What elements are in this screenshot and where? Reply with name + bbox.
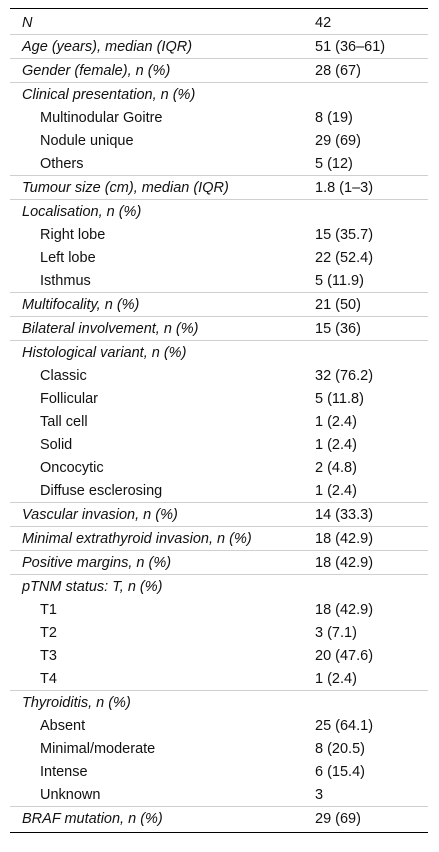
row-label: Gender (female), n (%)	[22, 62, 171, 79]
row-value: 5 (11.9)	[315, 272, 364, 289]
row-label: T3	[40, 647, 57, 664]
row-value: 1 (2.4)	[315, 670, 357, 687]
table-row-category	[10, 550, 428, 574]
row-label: T1	[40, 601, 57, 618]
row-label: T2	[40, 624, 57, 641]
table-row-subitem	[10, 714, 428, 737]
row-value: 18 (42.9)	[315, 530, 374, 547]
table-row-category	[10, 58, 428, 82]
table-row-subitem	[10, 737, 428, 760]
row-value: 15 (36)	[315, 320, 361, 337]
row-value: 2 (4.8)	[315, 459, 357, 476]
row-label: Solid	[40, 436, 73, 453]
row-label: Right lobe	[40, 226, 106, 243]
row-value: 25 (64.1)	[315, 717, 374, 734]
row-label: Tall cell	[40, 413, 88, 430]
table-row-subitem	[10, 598, 428, 621]
table-row-subitem	[10, 223, 428, 246]
table-row-subitem	[10, 387, 428, 410]
table-row-subitem	[10, 621, 428, 644]
table-row-category	[10, 340, 428, 364]
row-label: Tumour size (cm), median (IQR)	[22, 179, 229, 196]
table-row-subitem	[10, 129, 428, 152]
row-label: Others	[40, 155, 84, 172]
row-label: Follicular	[40, 390, 99, 407]
row-value: 6 (15.4)	[315, 763, 365, 780]
row-value: 3	[315, 786, 324, 803]
row-value: 42	[315, 14, 332, 31]
row-value: 1.8 (1–3)	[315, 179, 374, 196]
row-label: Multifocality, n (%)	[22, 296, 140, 313]
row-value: 21 (50)	[315, 296, 361, 313]
row-label: Unknown	[40, 786, 101, 803]
row-label: Diffuse esclerosing	[40, 482, 163, 499]
table-row-category	[10, 806, 428, 830]
table-row-category	[10, 34, 428, 58]
row-label: Nodule unique	[40, 132, 134, 149]
table-row-category	[10, 292, 428, 316]
row-label: Minimal/moderate	[40, 740, 156, 757]
row-label: Classic	[40, 367, 87, 384]
row-value: 8 (20.5)	[315, 740, 365, 757]
table-bottom-rule	[10, 832, 428, 833]
row-value: 1 (2.4)	[315, 436, 357, 453]
table-row-category	[10, 82, 428, 106]
row-label: Multinodular Goitre	[40, 109, 163, 126]
row-label: Positive margins, n (%)	[22, 554, 172, 571]
table-row-category	[10, 175, 428, 199]
table-row-subitem	[10, 410, 428, 433]
row-value: 18 (42.9)	[315, 554, 374, 571]
table-row-category	[10, 690, 428, 714]
table-row-subitem	[10, 364, 428, 387]
row-label: Oncocytic	[40, 459, 104, 476]
row-label: Minimal extrathyroid invasion, n (%)	[22, 530, 252, 547]
row-value: 29 (69)	[315, 810, 361, 827]
table-row-subitem	[10, 433, 428, 456]
row-value: 8 (19)	[315, 109, 353, 126]
table-row-category	[10, 526, 428, 550]
row-label: Thyroiditis, n (%)	[22, 694, 131, 711]
row-label: Left lobe	[40, 249, 96, 266]
row-value: 28 (67)	[315, 62, 361, 79]
row-label: Isthmus	[40, 272, 91, 289]
row-value: 1 (2.4)	[315, 482, 357, 499]
table-row-category	[10, 502, 428, 526]
row-label: Localisation, n (%)	[22, 203, 142, 220]
row-value: 20 (47.6)	[315, 647, 374, 664]
row-value: 5 (11.8)	[315, 390, 364, 407]
row-label: N	[22, 14, 33, 31]
table-row-subitem	[10, 106, 428, 129]
table-row-category	[10, 316, 428, 340]
row-value: 18 (42.9)	[315, 601, 374, 618]
table-row-subitem	[10, 667, 428, 690]
row-value: 51 (36–61)	[315, 38, 386, 55]
table-row-subitem	[10, 479, 428, 502]
row-value: 22 (52.4)	[315, 249, 374, 266]
row-label: Intense	[40, 763, 88, 780]
row-value: 1 (2.4)	[315, 413, 357, 430]
table-row-subitem	[10, 783, 428, 806]
table-row-category	[10, 11, 428, 34]
row-label: Age (years), median (IQR)	[22, 38, 193, 55]
table-row-subitem	[10, 760, 428, 783]
table-row-category	[10, 574, 428, 598]
row-value: 5 (12)	[315, 155, 353, 172]
row-value: 32 (76.2)	[315, 367, 374, 384]
table-row-subitem	[10, 246, 428, 269]
row-label: T4	[40, 670, 57, 687]
row-label: Vascular invasion, n (%)	[22, 506, 178, 523]
table-row-subitem	[10, 644, 428, 667]
row-label: Clinical presentation, n (%)	[22, 86, 196, 103]
table-row-subitem	[10, 269, 428, 292]
row-value: 14 (33.3)	[315, 506, 374, 523]
row-value: 29 (69)	[315, 132, 361, 149]
row-label: Histological variant, n (%)	[22, 344, 187, 361]
table-row-category	[10, 199, 428, 223]
row-value: 15 (35.7)	[315, 226, 374, 243]
row-value: 3 (7.1)	[315, 624, 357, 641]
table-body	[10, 9, 428, 832]
row-label: Bilateral involvement, n (%)	[22, 320, 199, 337]
row-label: BRAF mutation, n (%)	[22, 810, 163, 827]
row-label: Absent	[40, 717, 86, 734]
row-label: pTNM status: T, n (%)	[22, 578, 163, 595]
characteristics-table	[10, 8, 428, 833]
table-row-subitem	[10, 152, 428, 175]
table-row-subitem	[10, 456, 428, 479]
